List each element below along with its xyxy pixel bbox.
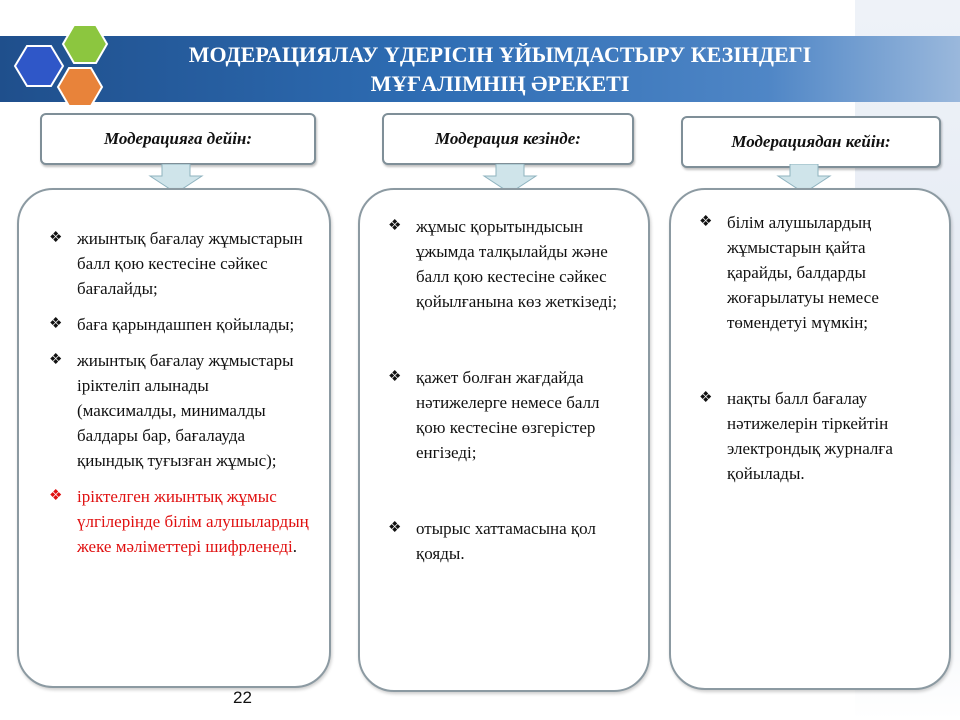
page-number: 22 [233, 688, 252, 707]
panel-after-moderation [669, 188, 951, 690]
list-item-text: жиынтық бағалау жұмыстарын балл қою кестесіне сәйкес бағалайды; [77, 229, 303, 298]
list-item [697, 210, 927, 335]
list-before-moderation [47, 226, 309, 559]
list-item [47, 312, 309, 337]
panel-before-moderation [17, 188, 331, 688]
list-after-moderation [697, 210, 927, 486]
diamond-bullet-icon: ❖ [699, 214, 713, 230]
list-item-text: нақты балл бағалау нәтижелерін тіркейтін электрондық журналға қойылады. [727, 389, 893, 483]
list-item-text: жұмыс қорытындысын ұжымда талқылайды және балл қою кестесіне сәйкес қойылғанына көз жеткізеді; [416, 217, 618, 311]
list-during-moderation [386, 214, 626, 566]
hex-blue-icon [15, 46, 63, 86]
title-line-2: МҰҒАЛІМНІҢ ӘРЕКЕТІ [370, 71, 630, 96]
list-item-text: білім алушылардың жұмыстарын қайта қарайды, балдарды жоғарылатуы немесе төмендетуі мүмкін; [727, 213, 879, 332]
header-label: Модерацияға дейін: [103, 129, 253, 148]
diamond-bullet-icon: ❖ [699, 390, 713, 406]
list-item [47, 348, 309, 473]
list-item [386, 214, 626, 314]
list-item-text: отырыс хаттамасына қол қояды. [416, 519, 596, 563]
list-item [47, 226, 309, 301]
header-during-moderation [382, 113, 634, 165]
diamond-bullet-icon: ❖ [388, 520, 402, 536]
list-item [386, 365, 626, 465]
header-label: Модерациядан кейін: [731, 132, 891, 151]
list-item [386, 516, 626, 566]
header-label: Модерация кезінде: [435, 129, 581, 148]
page-title [100, 36, 900, 102]
title-line-1: МОДЕРАЦИЯЛАУ ҮДЕРІСІН ҰЙЫМДАСТЫРУ КЕЗІНДЕГІ [188, 42, 812, 67]
diamond-bullet-icon: ❖ [49, 316, 63, 332]
diamond-bullet-icon: ❖ [49, 488, 63, 504]
list-item-text: іріктелген жиынтық жұмыс үлгілерінде білім алушылардың жеке мәліметтері шифрленеді [77, 487, 309, 556]
list-item [697, 386, 927, 486]
diamond-bullet-icon: ❖ [49, 230, 63, 246]
panel-during-moderation [358, 188, 650, 692]
list-item-highlighted [47, 484, 309, 559]
diamond-bullet-icon: ❖ [388, 218, 402, 234]
diamond-bullet-icon: ❖ [49, 352, 63, 368]
diamond-bullet-icon: ❖ [388, 369, 402, 385]
list-item-text: баға қарындашпен қойылады; [77, 315, 295, 334]
list-item-text: жиынтық бағалау жұмыстары іріктеліп алынады (максималды, минималды балдары бар, бағалауда қиындық туғызған жұмыс); [77, 351, 294, 470]
hex-orange-icon [58, 68, 102, 106]
list-item-text: қажет болған жағдайда нәтижелерге немесе балл қою кестесіне өзгерістер енгізеді; [416, 368, 600, 462]
list-item-suffix: . [292, 537, 297, 556]
header-after-moderation [681, 116, 941, 168]
header-before-moderation [40, 113, 316, 165]
